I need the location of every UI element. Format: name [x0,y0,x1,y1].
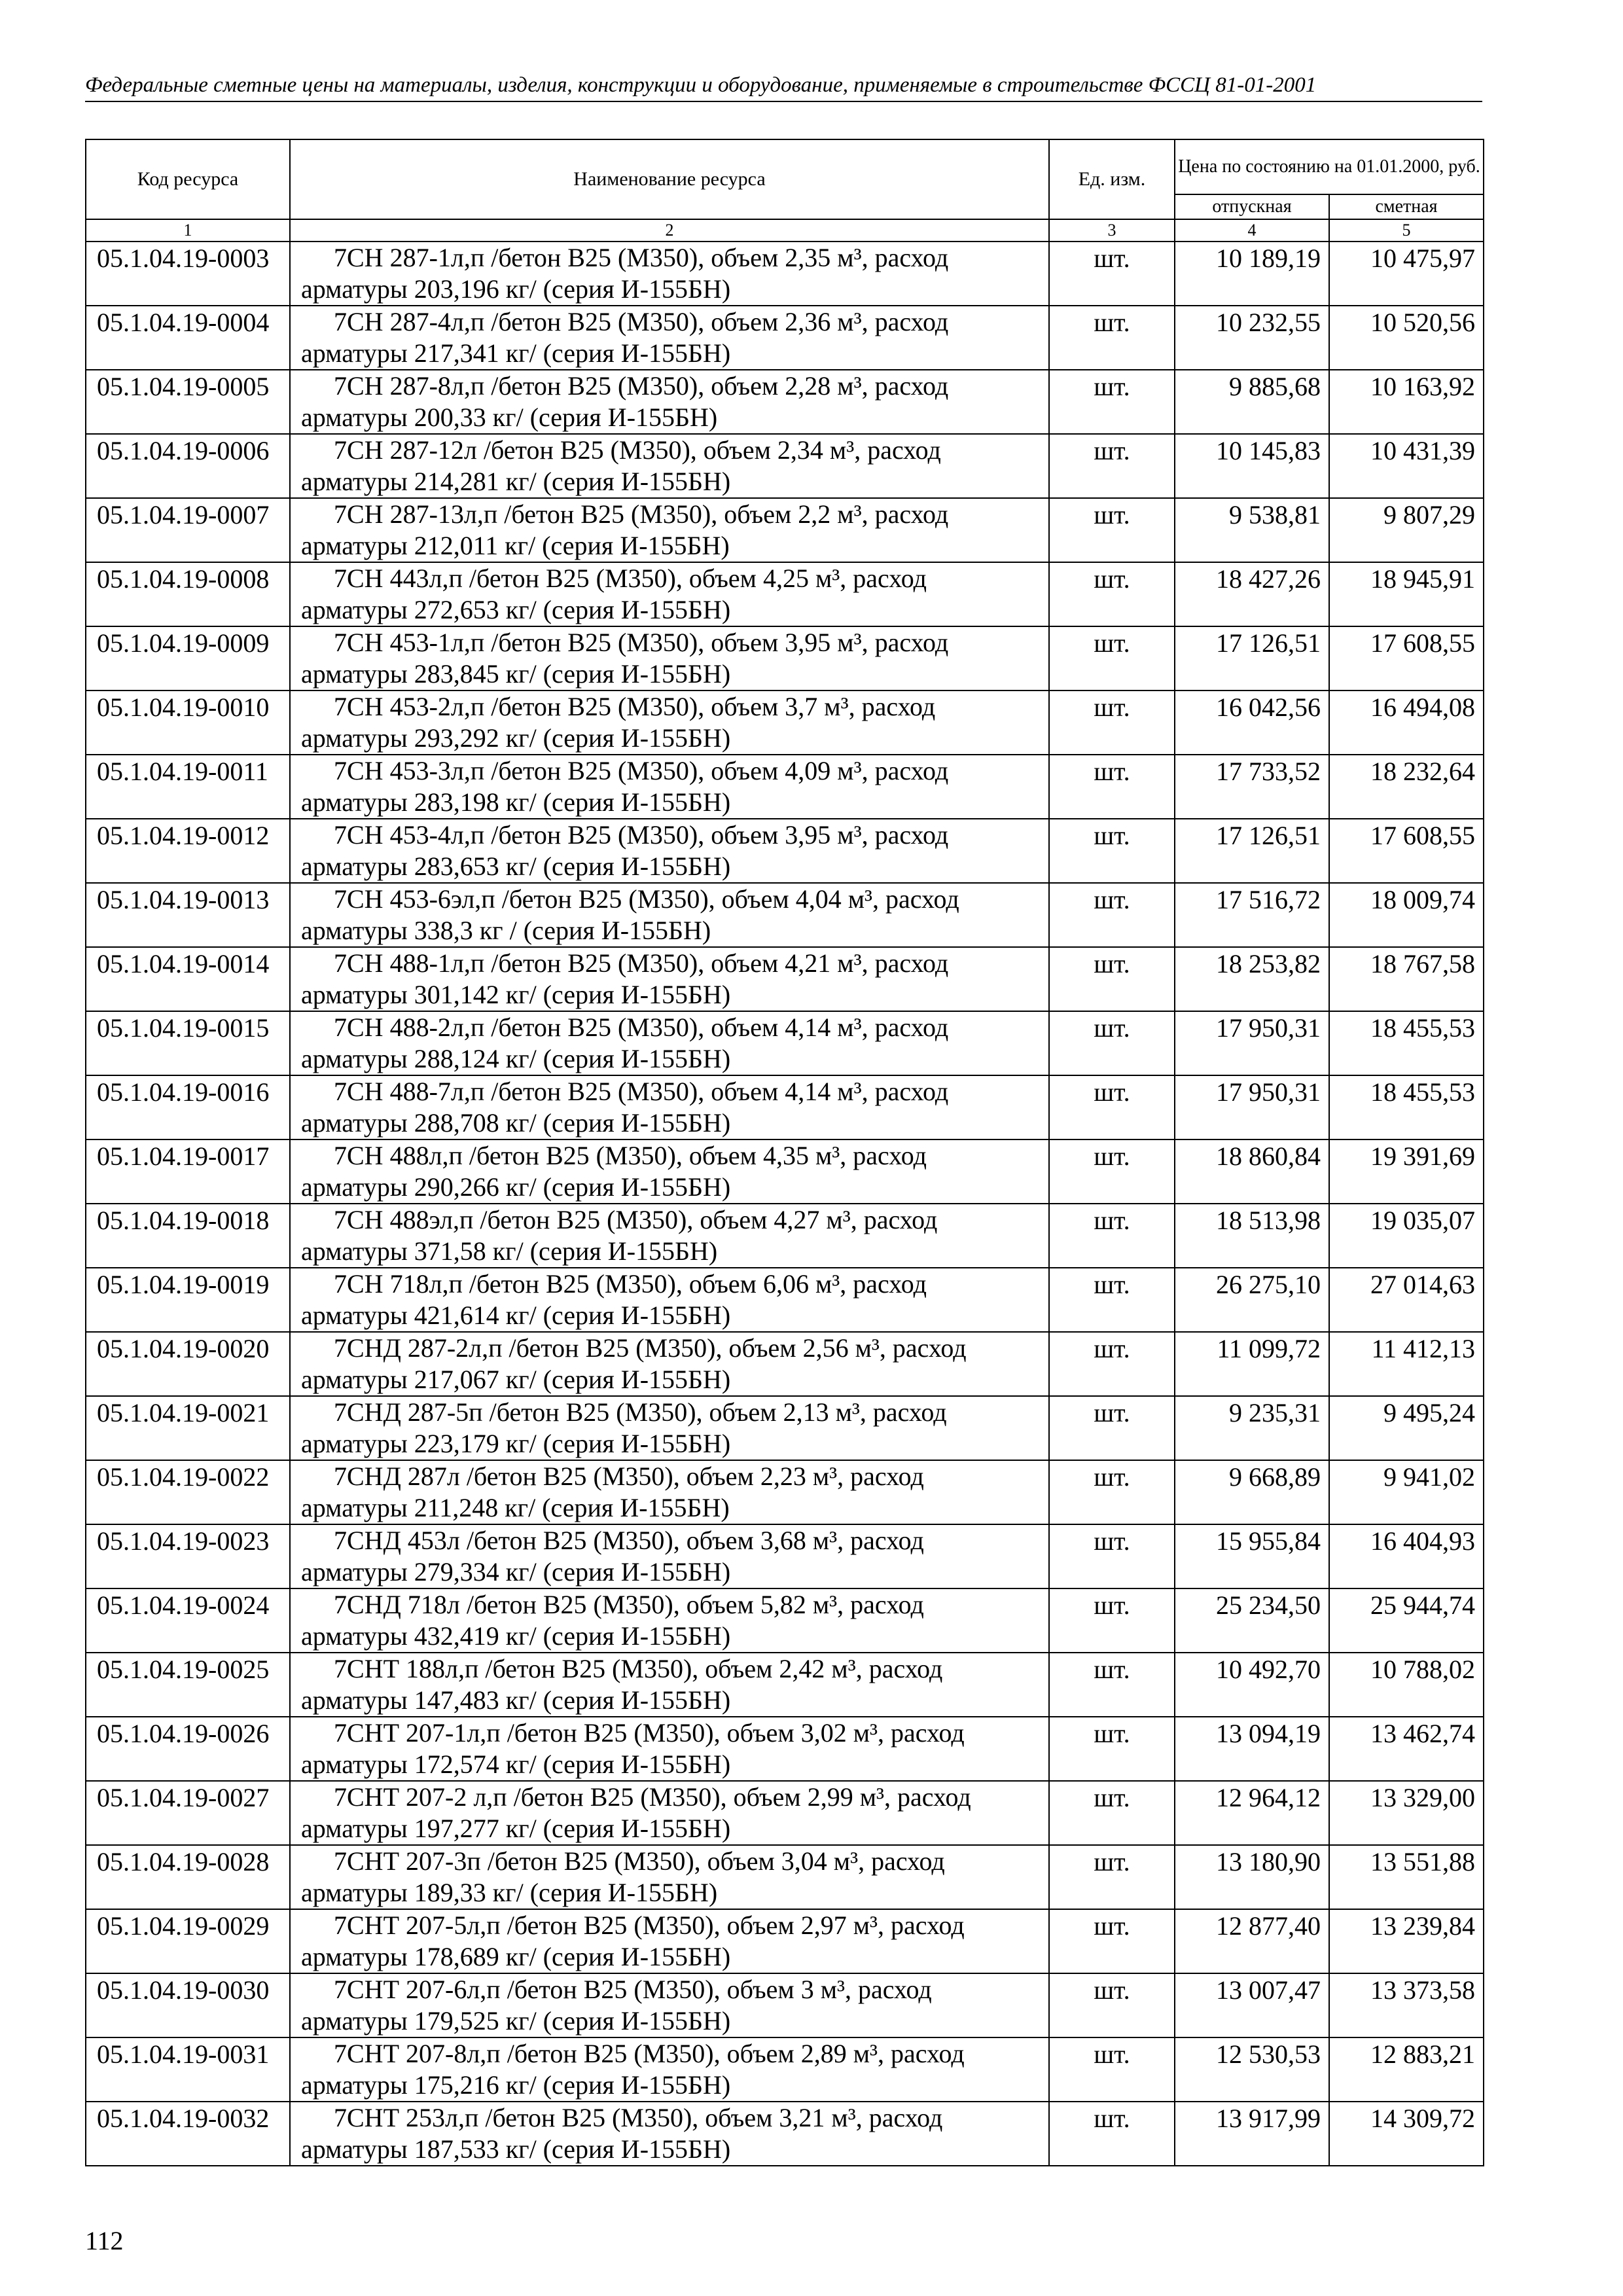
resource-name-line1: 7СНТ 253л,п /бетон В25 (М350), объем 3,21 м³, расход [334,2103,943,2132]
table-row [86,626,1484,691]
resource-name [290,1139,1049,1204]
estimate-price: 9 807,29 [1329,498,1484,562]
resource-name [290,1204,1049,1268]
header-price: Цена по состоянию на 01.01.2000, руб. [1175,139,1484,194]
resource-name-line1: 7СН 488-7л,п /бетон В25 (М350), объем 4,14 м³, расход [334,1077,949,1106]
resource-name-line1: 7СН 287-8л,п /бетон В25 (М350), объем 2,28 м³, расход [334,371,949,401]
unit: шт. [1049,1717,1175,1781]
resource-name-line1: 7СН 453-6эл,п /бетон В25 (М350), объем 4,04 м³, расход [334,884,959,914]
resource-code: 05.1.04.19-0027 [86,1781,290,1845]
table-row [86,306,1484,370]
release-price: 9 668,89 [1175,1460,1329,1524]
unit: шт. [1049,242,1175,306]
resource-code: 05.1.04.19-0026 [86,1717,290,1781]
resource-name-line1: 7СН 453-1л,п /бетон В25 (М350), объем 3,95 м³, расход [334,628,949,657]
release-price: 11 099,72 [1175,1332,1329,1396]
resource-name-line2: арматуры 293,292 кг/ (серия И-155БН) [301,723,731,753]
resource-name-line2: арматуры 217,067 кг/ (серия И-155БН) [301,1365,731,1394]
resource-name-line2: арматуры 283,653 кг/ (серия И-155БН) [301,852,731,881]
table-row [86,691,1484,755]
release-price: 13 917,99 [1175,2102,1329,2166]
resource-name [290,1396,1049,1460]
resource-name [290,2102,1049,2166]
resource-name-line2: арматуры 217,341 кг/ (серия И-155БН) [301,338,731,368]
unit: шт. [1049,306,1175,370]
table-row [86,1460,1484,1524]
estimate-price: 18 767,58 [1329,947,1484,1011]
estimate-price: 27 014,63 [1329,1268,1484,1332]
header-code: Код ресурса [86,139,290,219]
resource-name [290,1011,1049,1075]
resource-name [290,242,1049,306]
resource-code: 05.1.04.19-0003 [86,242,290,306]
unit: шт. [1049,2102,1175,2166]
resource-code: 05.1.04.19-0015 [86,1011,290,1075]
unit: шт. [1049,1204,1175,1268]
resource-name-line1: 7СН 488л,п /бетон В25 (М350), объем 4,35 м³, расход [334,1141,927,1170]
unit: шт. [1049,755,1175,819]
table-row [86,498,1484,562]
release-price: 12 877,40 [1175,1909,1329,1973]
page-number: 112 [85,2226,124,2255]
table-row [86,370,1484,434]
resource-code: 05.1.04.19-0020 [86,1332,290,1396]
table-row [86,1204,1484,1268]
price-table [85,139,1484,2166]
estimate-price: 13 239,84 [1329,1909,1484,1973]
resource-name-line2: арматуры 288,124 кг/ (серия И-155БН) [301,1044,731,1073]
table-row [86,1011,1484,1075]
release-price: 10 189,19 [1175,242,1329,306]
resource-name-line1: 7СН 488-1л,п /бетон В25 (М350), объем 4,21 м³, расход [334,948,949,978]
resource-code: 05.1.04.19-0007 [86,498,290,562]
estimate-price: 16 404,93 [1329,1524,1484,1588]
release-price: 17 126,51 [1175,819,1329,883]
estimate-price: 19 391,69 [1329,1139,1484,1204]
estimate-price: 18 455,53 [1329,1075,1484,1139]
resource-code: 05.1.04.19-0008 [86,562,290,626]
resource-name [290,306,1049,370]
table-row [86,1717,1484,1781]
resource-name-line2: арматуры 290,266 кг/ (серия И-155БН) [301,1172,731,1202]
release-price: 10 145,83 [1175,434,1329,498]
resource-name [290,1973,1049,2037]
header-release-price: отпускная [1175,194,1329,219]
resource-name [290,819,1049,883]
resource-name-line2: арматуры 421,614 кг/ (серия И-155БН) [301,1300,731,1330]
resource-code: 05.1.04.19-0024 [86,1588,290,1653]
estimate-price: 12 883,21 [1329,2037,1484,2102]
header-unit: Ед. изм. [1049,139,1175,219]
resource-name [290,947,1049,1011]
table-row [86,2037,1484,2102]
resource-name-line2: арматуры 179,525 кг/ (серия И-155БН) [301,2006,731,2036]
unit: шт. [1049,1845,1175,1909]
table-row [86,947,1484,1011]
unit: шт. [1049,1460,1175,1524]
column-number: 3 [1049,219,1175,242]
header-name: Наименование ресурса [290,139,1049,219]
resource-name [290,1781,1049,1845]
resource-name-line1: 7СНТ 207-2 л,п /бетон В25 (М350), объем 2,99 м³, расход [334,1782,971,1812]
table-row [86,434,1484,498]
table-row [86,1524,1484,1588]
release-price: 13 094,19 [1175,1717,1329,1781]
resource-code: 05.1.04.19-0032 [86,2102,290,2166]
release-price: 17 950,31 [1175,1075,1329,1139]
resource-code: 05.1.04.19-0016 [86,1075,290,1139]
resource-name-line2: арматуры 371,58 кг/ (серия И-155БН) [301,1236,718,1266]
resource-name-line1: 7СН 718л,п /бетон В25 (М350), объем 6,06 м³, расход [334,1269,927,1299]
resource-name-line1: 7СНД 453л /бетон В25 (М350), объем 3,68 м³, расход [334,1526,924,1555]
unit: шт. [1049,370,1175,434]
resource-code: 05.1.04.19-0028 [86,1845,290,1909]
resource-name [290,1845,1049,1909]
resource-name [290,1524,1049,1588]
unit: шт. [1049,1909,1175,1973]
estimate-price: 18 009,74 [1329,883,1484,947]
unit: шт. [1049,1139,1175,1204]
release-price: 17 126,51 [1175,626,1329,691]
release-price: 16 042,56 [1175,691,1329,755]
resource-name-line2: арматуры 189,33 кг/ (серия И-155БН) [301,1878,718,1907]
resource-name-line1: 7СН 488эл,п /бетон В25 (М350), объем 4,27 м³, расход [334,1205,938,1234]
table-row [86,1653,1484,1717]
resource-name-line1: 7СНД 718л /бетон В25 (М350), объем 5,82 м³, расход [334,1590,924,1619]
resource-name-line2: арматуры 187,533 кг/ (серия И-155БН) [301,2134,731,2164]
resource-name [290,1268,1049,1332]
resource-name-line1: 7СНД 287-5п /бетон В25 (М350), объем 2,13 м³, расход [334,1397,947,1427]
release-price: 18 253,82 [1175,947,1329,1011]
resource-code: 05.1.04.19-0010 [86,691,290,755]
resource-name-line2: арматуры 283,198 кг/ (серия И-155БН) [301,787,731,817]
estimate-price: 18 232,64 [1329,755,1484,819]
resource-name-line1: 7СН 287-13л,п /бетон В25 (М350), объем 2,2 м³, расход [334,499,949,529]
resource-name [290,498,1049,562]
release-price: 15 955,84 [1175,1524,1329,1588]
resource-code: 05.1.04.19-0029 [86,1909,290,1973]
estimate-price: 13 462,74 [1329,1717,1484,1781]
resource-code: 05.1.04.19-0021 [86,1396,290,1460]
resource-code: 05.1.04.19-0031 [86,2037,290,2102]
unit: шт. [1049,1075,1175,1139]
table-row [86,1139,1484,1204]
estimate-price: 13 373,58 [1329,1973,1484,2037]
resource-name-line2: арматуры 203,196 кг/ (серия И-155БН) [301,274,731,304]
release-price: 9 235,31 [1175,1396,1329,1460]
resource-code: 05.1.04.19-0004 [86,306,290,370]
resource-name-line2: арматуры 175,216 кг/ (серия И-155БН) [301,2070,731,2100]
resource-name-line1: 7СН 443л,п /бетон В25 (М350), объем 4,25 м³, расход [334,564,927,593]
resource-code: 05.1.04.19-0030 [86,1973,290,2037]
resource-name-line2: арматуры 283,845 кг/ (серия И-155БН) [301,659,731,689]
resource-code: 05.1.04.19-0025 [86,1653,290,1717]
resource-name [290,434,1049,498]
unit: шт. [1049,1011,1175,1075]
unit: шт. [1049,1524,1175,1588]
resource-name-line1: 7СН 287-4л,п /бетон В25 (М350), объем 2,36 м³, расход [334,307,949,336]
resource-name-line2: арматуры 212,011 кг/ (серия И-155БН) [301,531,730,560]
resource-name-line1: 7СНТ 207-6л,п /бетон В25 (М350), объем 3 м³, расход [334,1975,932,2004]
resource-name [290,1075,1049,1139]
resource-code: 05.1.04.19-0006 [86,434,290,498]
resource-name [290,1717,1049,1781]
column-number: 4 [1175,219,1329,242]
estimate-price: 25 944,74 [1329,1588,1484,1653]
release-price: 17 733,52 [1175,755,1329,819]
table-row [86,819,1484,883]
resource-name [290,1653,1049,1717]
resource-name-line1: 7СНТ 207-1л,п /бетон В25 (М350), объем 3,02 м³, расход [334,1718,965,1748]
unit: шт. [1049,434,1175,498]
table-row [86,1075,1484,1139]
resource-name-line1: 7СНТ 207-5л,п /бетон В25 (М350), объем 2,97 м³, расход [334,1910,965,1940]
unit: шт. [1049,1268,1175,1332]
running-header: Федеральные сметные цены на материалы, изделия, конструкции и оборудование, применяемые в строительстве ФССЦ 81-01-2001 [85,72,1482,102]
resource-code: 05.1.04.19-0022 [86,1460,290,1524]
unit: шт. [1049,498,1175,562]
release-price: 17 516,72 [1175,883,1329,947]
estimate-price: 17 608,55 [1329,819,1484,883]
estimate-price: 18 945,91 [1329,562,1484,626]
unit: шт. [1049,1588,1175,1653]
column-number: 2 [290,219,1049,242]
table-row [86,1973,1484,2037]
resource-name-line1: 7СН 453-3л,п /бетон В25 (М350), объем 4,09 м³, расход [334,756,949,785]
release-price: 18 427,26 [1175,562,1329,626]
resource-name-line1: 7СНД 287л /бетон В25 (М350), объем 2,23 м³, расход [334,1462,924,1491]
table-row [86,2102,1484,2166]
resource-name [290,562,1049,626]
release-price: 12 964,12 [1175,1781,1329,1845]
resource-name-line2: арматуры 223,179 кг/ (серия И-155БН) [301,1429,731,1458]
table-row [86,1909,1484,1973]
resource-code: 05.1.04.19-0017 [86,1139,290,1204]
resource-name-line2: арматуры 172,574 кг/ (серия И-155БН) [301,1749,731,1779]
resource-name [290,1588,1049,1653]
resource-name [290,1460,1049,1524]
release-price: 18 513,98 [1175,1204,1329,1268]
estimate-price: 10 163,92 [1329,370,1484,434]
unit: шт. [1049,691,1175,755]
resource-name-line2: арматуры 272,653 кг/ (серия И-155БН) [301,595,731,624]
release-price: 9 885,68 [1175,370,1329,434]
release-price: 18 860,84 [1175,1139,1329,1204]
resource-code: 05.1.04.19-0005 [86,370,290,434]
release-price: 10 492,70 [1175,1653,1329,1717]
unit: шт. [1049,626,1175,691]
unit: шт. [1049,1332,1175,1396]
unit: шт. [1049,947,1175,1011]
table-row [86,562,1484,626]
estimate-price: 18 455,53 [1329,1011,1484,1075]
unit: шт. [1049,562,1175,626]
resource-code: 05.1.04.19-0023 [86,1524,290,1588]
estimate-price: 9 941,02 [1329,1460,1484,1524]
resource-name-line2: арматуры 279,334 кг/ (серия И-155БН) [301,1557,731,1587]
release-price: 10 232,55 [1175,306,1329,370]
resource-name-line1: 7СН 453-4л,п /бетон В25 (М350), объем 3,95 м³, расход [334,820,949,850]
release-price: 26 275,10 [1175,1268,1329,1332]
resource-name-line1: 7СНТ 207-3п /бетон В25 (М350), объем 3,04 м³, расход [334,1846,945,1876]
unit: шт. [1049,1973,1175,2037]
resource-code: 05.1.04.19-0013 [86,883,290,947]
resource-name-line2: арматуры 200,33 кг/ (серия И-155БН) [301,403,718,432]
table-row [86,1845,1484,1909]
estimate-price: 10 520,56 [1329,306,1484,370]
unit: шт. [1049,2037,1175,2102]
unit: шт. [1049,1781,1175,1845]
estimate-price: 19 035,07 [1329,1204,1484,1268]
estimate-price: 13 551,88 [1329,1845,1484,1909]
table-row [86,755,1484,819]
estimate-price: 10 475,97 [1329,242,1484,306]
table-row [86,1588,1484,1653]
estimate-price: 17 608,55 [1329,626,1484,691]
resource-name-line2: арматуры 147,483 кг/ (серия И-155БН) [301,1685,731,1715]
estimate-price: 13 329,00 [1329,1781,1484,1845]
resource-name-line1: 7СН 287-1л,п /бетон В25 (М350), объем 2,35 м³, расход [334,243,949,272]
resource-name-line1: 7СНТ 188л,п /бетон В25 (М350), объем 2,42 м³, расход [334,1654,943,1683]
resource-name-line1: 7СНТ 207-8л,п /бетон В25 (М350), объем 2,89 м³, расход [334,2039,965,2068]
resource-name-line2: арматуры 178,689 кг/ (серия И-155БН) [301,1942,731,1971]
resource-name-line1: 7СН 453-2л,п /бетон В25 (М350), объем 3,7 м³, расход [334,692,936,721]
release-price: 13 180,90 [1175,1845,1329,1909]
resource-name [290,691,1049,755]
resource-name-line1: 7СНД 287-2л,п /бетон В25 (М350), объем 2,56 м³, расход [334,1333,967,1363]
release-price: 12 530,53 [1175,2037,1329,2102]
estimate-price: 9 495,24 [1329,1396,1484,1460]
resource-name-line2: арматуры 211,248 кг/ (серия И-155БН) [301,1493,730,1522]
table-row [86,1268,1484,1332]
table-row [86,242,1484,306]
resource-code: 05.1.04.19-0014 [86,947,290,1011]
table-row [86,883,1484,947]
unit: шт. [1049,819,1175,883]
resource-name-line2: арматуры 214,281 кг/ (серия И-155БН) [301,467,731,496]
estimate-price: 16 494,08 [1329,691,1484,755]
resource-name [290,755,1049,819]
resource-code: 05.1.04.19-0011 [86,755,290,819]
resource-name [290,1332,1049,1396]
resource-name-line2: арматуры 197,277 кг/ (серия И-155БН) [301,1814,731,1843]
resource-name-line2: арматуры 288,708 кг/ (серия И-155БН) [301,1108,731,1138]
resource-name [290,2037,1049,2102]
unit: шт. [1049,1396,1175,1460]
column-number: 1 [86,219,290,242]
resource-code: 05.1.04.19-0018 [86,1204,290,1268]
table-row [86,1332,1484,1396]
resource-name-line2: арматуры 432,419 кг/ (серия И-155БН) [301,1621,731,1651]
release-price: 25 234,50 [1175,1588,1329,1653]
unit: шт. [1049,1653,1175,1717]
unit: шт. [1049,883,1175,947]
column-number: 5 [1329,219,1484,242]
estimate-price: 10 431,39 [1329,434,1484,498]
resource-name [290,626,1049,691]
release-price: 13 007,47 [1175,1973,1329,2037]
release-price: 17 950,31 [1175,1011,1329,1075]
resource-name-line2: арматуры 338,3 кг / (серия И-155БН) [301,916,711,945]
resource-code: 05.1.04.19-0009 [86,626,290,691]
resource-name-line1: 7СН 287-12л /бетон В25 (М350), объем 2,34 м³, расход [334,435,941,465]
resource-name [290,370,1049,434]
estimate-price: 14 309,72 [1329,2102,1484,2166]
header-estimate-price: сметная [1329,194,1484,219]
resource-name-line1: 7СН 488-2л,п /бетон В25 (М350), объем 4,14 м³, расход [334,1013,949,1042]
resource-name [290,883,1049,947]
estimate-price: 11 412,13 [1329,1332,1484,1396]
resource-name [290,1909,1049,1973]
estimate-price: 10 788,02 [1329,1653,1484,1717]
resource-name-line2: арматуры 301,142 кг/ (серия И-155БН) [301,980,731,1009]
table-row [86,1781,1484,1845]
table-row [86,1396,1484,1460]
release-price: 9 538,81 [1175,498,1329,562]
resource-code: 05.1.04.19-0012 [86,819,290,883]
resource-code: 05.1.04.19-0019 [86,1268,290,1332]
